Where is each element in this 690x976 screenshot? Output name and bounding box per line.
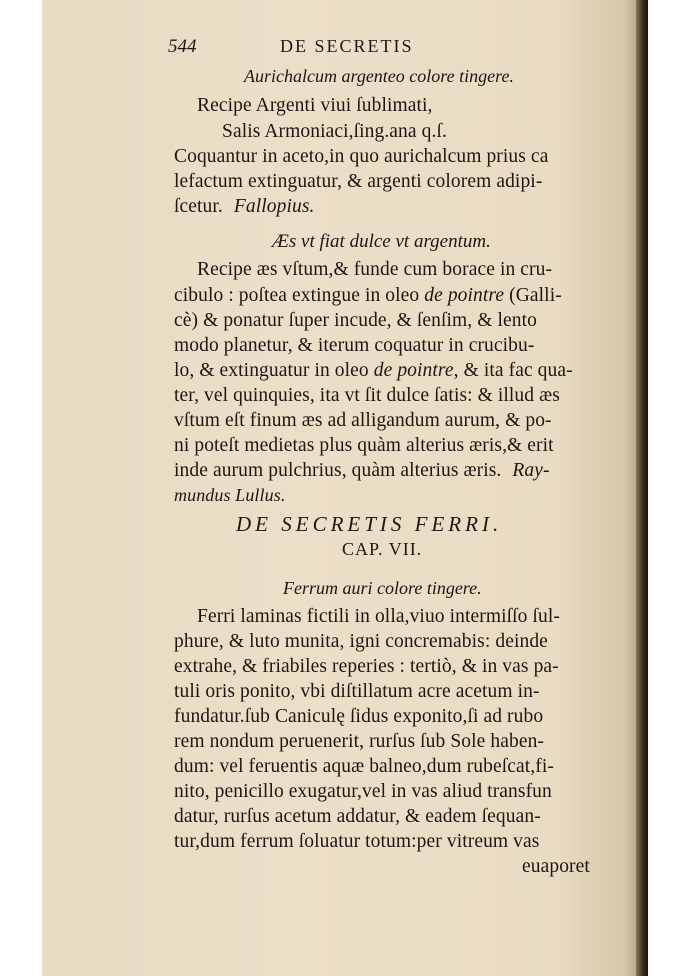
text-line: ter, vel quinquies, ita vt ſit dulce ſatis: & illud æs <box>174 385 560 406</box>
page-number: 544 <box>168 36 197 57</box>
text-line: Coquantur in aceto,in quo aurichalcum prius ca <box>174 146 549 167</box>
text-line <box>174 360 573 382</box>
text-line: tur,dum ferrum ſoluatur totum:per vitreum vas <box>174 831 540 852</box>
text-line: Ferri laminas fictili in olla,viuo intermiſſo ſul- <box>197 606 560 627</box>
author-raymundus-part1: Ray- <box>512 460 550 481</box>
section-title-ferri: DE SECRETIS FERRI. <box>236 512 503 536</box>
text-line <box>174 285 562 307</box>
chapter-number: CAP. VII. <box>342 539 423 559</box>
text-line: rem nondum peruenerit, rurſus ſub Sole haben- <box>174 731 545 752</box>
text-line: cè) & ponatur ſuper incude, & ſenſim, & lento <box>174 310 537 331</box>
text-line: Recipe æs vſtum,& funde cum borace in cru- <box>197 259 553 280</box>
text-fragment: ſcetur. <box>174 196 223 217</box>
text-line: dum: vel feruentis aquæ balneo,dum rubeſcat,fi- <box>174 756 554 777</box>
text-line: fundatur.ſub Caniculę ſidus exponito,ſi ad rubo <box>174 706 544 727</box>
text-line: modo planetur, & iterum coquatur in crucibu- <box>174 335 535 356</box>
recipe-title-aes: Æs vt fiat dulce vt argentum. <box>272 231 491 252</box>
text-line: tuli oris ponito, vbi diſtillatum acre acetum in- <box>174 681 540 702</box>
italic-term: de pointre <box>424 285 505 306</box>
text-line: phure, & luto munita, igni concremabis: deinde <box>174 631 548 652</box>
running-title: DE SECRETIS <box>280 36 414 56</box>
text-line: vſtum eſt finum æs ad alligandum aurum, & po- <box>174 410 552 431</box>
catchword: euaporet <box>522 856 590 877</box>
page-edge-shadow <box>636 0 648 976</box>
recipe-title-ferrum: Ferrum auri colore tingere. <box>283 578 482 598</box>
text-line: ni poteſt medietas plus quàm alterius æris,& erit <box>174 435 554 456</box>
text-line: Salis Armoniaci,ſing.ana q.ſ. <box>222 121 447 142</box>
text-line: nito, penicillo exugatur,vel in vas aliud transfun <box>174 781 552 802</box>
text-fragment: cibulo : poſtea extingue in oleo <box>174 285 420 306</box>
text-fragment: (Galli- <box>509 285 562 306</box>
text-fragment: inde aurum pulchrius, quàm alterius æris. <box>174 460 502 481</box>
author-fallopius: Fallopius. <box>233 196 315 217</box>
recipe-title-aurichalcum: Aurichalcum argenteo colore tingere. <box>244 66 514 86</box>
text-line: lefactum extinguatur, & argenti colorem adipi- <box>174 171 543 192</box>
running-head <box>168 36 488 60</box>
text-fragment: , & ita fac qua- <box>453 360 573 381</box>
text-line <box>174 460 550 482</box>
text-line: Recipe Argenti viui ſublimati, <box>197 95 433 116</box>
text-line: datur, rurſus acetum addatur, & eadem ſequan- <box>174 806 541 827</box>
text-fragment: lo, & extinguatur in oleo <box>174 360 369 381</box>
author-raymundus-part2: mundus Lullus. <box>174 485 286 505</box>
text-line: extrahe, & friabiles reperies : tertiò, & in vas pa- <box>174 656 559 677</box>
italic-term: de pointre <box>373 360 454 381</box>
text-line-with-author <box>174 196 315 218</box>
